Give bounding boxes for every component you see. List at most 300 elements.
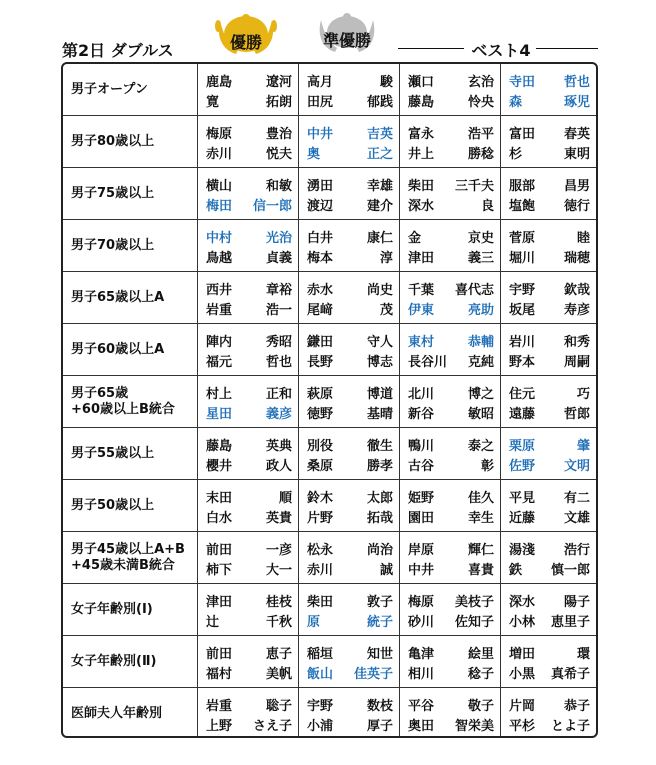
table-row [63,64,596,116]
best4-pair [501,324,596,375]
player-given-name: 睦 [576,231,590,246]
player-surname: 徳野 [307,407,334,422]
player-given-name: 悦夫 [265,147,292,162]
best4-pair [400,428,501,479]
player-given-name: 豊治 [265,127,292,142]
best4-pair [501,220,596,271]
player-surname: 寺田 [509,75,536,90]
player-given-name: 博道 [366,387,393,402]
player-name [307,383,393,401]
champion-pair [198,428,299,479]
player-surname: 村上 [206,387,233,402]
player-name [307,351,393,369]
player-surname: 藤島 [206,439,233,454]
player-given-name: 輝仁 [467,543,494,558]
table-row [63,168,596,220]
event-name: 男子45歳以上A+B +45歳未満B統合 [63,532,198,583]
player-given-name: 尚史 [366,283,393,298]
player-given-name: 喜貴 [467,563,494,578]
event-name: 男子80歳以上 [63,116,198,167]
player-name [206,663,292,681]
player-surname: 片野 [307,511,334,526]
table-row [63,324,596,376]
results-table [61,62,598,738]
best4-pair [400,272,501,323]
player-given-name: 浩平 [467,127,494,142]
player-name [408,143,494,161]
player-given-name: 茂 [379,303,393,318]
player-surname: 富永 [408,127,435,142]
best4-heading [398,38,598,58]
player-name [408,195,494,213]
player-surname: 中井 [307,127,334,142]
player-surname: 奥田 [408,719,435,734]
player-name [307,559,393,577]
player-given-name: 彰 [480,459,494,474]
player-given-name: 建介 [366,199,393,214]
player-surname: 桑原 [307,459,334,474]
player-surname: 前田 [206,647,233,662]
player-name [408,507,494,525]
player-name [307,279,393,297]
player-given-name: 哲也 [265,355,292,370]
table-row [63,220,596,272]
player-given-name: 統子 [366,615,393,630]
champion-pair [198,376,299,427]
player-given-name: 絵里 [467,647,494,662]
best4-pair [501,584,596,635]
event-name: 女子年齢別(Ⅱ) [63,636,198,687]
player-given-name: 泰之 [467,439,494,454]
event-name: 医師夫人年齢別 [63,688,198,738]
player-name [408,383,494,401]
best4-pair [501,428,596,479]
player-name [307,123,393,141]
player-name [509,591,590,609]
player-name [206,331,292,349]
player-surname: 高月 [307,75,334,90]
champion-pair [198,636,299,687]
player-name [509,663,590,681]
player-name [307,591,393,609]
event-name: 男子50歳以上 [63,480,198,531]
player-given-name: 浩行 [563,543,590,558]
player-given-name: 徹生 [366,439,393,454]
player-given-name: 駿 [379,75,393,90]
player-name [206,175,292,193]
event-name: 男子55歳以上 [63,428,198,479]
player-surname: 園田 [408,511,435,526]
player-surname: 増田 [509,647,536,662]
player-surname: 鉄 [509,563,523,578]
player-surname: 小浦 [307,719,334,734]
runner-up-pair [299,480,400,531]
event-name: 男子60歳以上A [63,324,198,375]
champion-pair [198,532,299,583]
best4-label: ベスト4 [471,41,531,60]
runner-up-pair [299,116,400,167]
player-name [206,195,292,213]
player-name [408,403,494,421]
player-given-name: 厚子 [366,719,393,734]
player-surname: 渡辺 [307,199,334,214]
champion-pair [198,688,299,738]
player-name [206,559,292,577]
player-name [206,695,292,713]
runner-up-pair [299,636,400,687]
player-surname: 梅原 [408,595,435,610]
player-given-name: 徳行 [563,199,590,214]
player-name [408,591,494,609]
player-surname: 杉 [509,147,523,162]
player-given-name: 博之 [467,387,494,402]
player-surname: 赤川 [307,563,334,578]
player-surname: 古谷 [408,459,435,474]
runner-up-pair [299,428,400,479]
player-given-name: 智栄美 [454,719,494,734]
champion-pair [198,116,299,167]
player-surname: 平谷 [408,699,435,714]
best4-pair [400,220,501,271]
player-surname: 千葉 [408,283,435,298]
player-name [307,643,393,661]
player-surname: 萩原 [307,387,334,402]
player-surname: 服部 [509,179,536,194]
player-name [509,143,590,161]
player-name [408,175,494,193]
event-name: 男子65歳 +60歳以上B統合 [63,376,198,427]
player-given-name: 勝孝 [366,459,393,474]
player-given-name: 亮助 [467,303,494,318]
player-surname: 片岡 [509,699,536,714]
player-name [408,299,494,317]
player-surname: 野本 [509,355,536,370]
table-row [63,376,596,428]
player-surname: 星田 [206,407,233,422]
player-given-name: 東明 [563,147,590,162]
player-name [307,143,393,161]
player-given-name: 浩一 [265,303,292,318]
player-surname: 井上 [408,147,435,162]
player-given-name: 郁践 [366,95,393,110]
player-surname: 亀津 [408,647,435,662]
player-surname: 佐野 [509,459,536,474]
champion-badge [206,10,286,58]
player-surname: 鹿島 [206,75,233,90]
player-given-name: 拓哉 [366,511,393,526]
player-given-name: 周嗣 [563,355,590,370]
runner-up-pair [299,220,400,271]
player-name [408,435,494,453]
player-given-name: 肇 [576,439,590,454]
player-surname: 坂尾 [509,303,536,318]
player-surname: 相川 [408,667,435,682]
player-given-name: 春英 [563,127,590,142]
player-name [307,403,393,421]
player-surname: 平見 [509,491,536,506]
player-name [509,227,590,245]
player-surname: 中井 [408,563,435,578]
player-given-name: 良 [480,199,494,214]
player-name [408,279,494,297]
player-name [509,71,590,89]
player-name [206,123,292,141]
player-given-name: 守人 [366,335,393,350]
player-surname: 白井 [307,231,334,246]
player-surname: 長野 [307,355,334,370]
player-surname: 菅原 [509,231,536,246]
player-surname: 平杉 [509,719,536,734]
player-name [307,195,393,213]
player-given-name: 尚治 [366,543,393,558]
player-surname: 鎌田 [307,335,334,350]
player-given-name: 吉英 [366,127,393,142]
player-surname: 宇野 [509,283,536,298]
player-name [307,715,393,733]
player-name [206,247,292,265]
player-name [408,247,494,265]
player-given-name: 和敏 [265,179,292,194]
player-name [509,195,590,213]
best4-pair [400,376,501,427]
player-name [408,487,494,505]
player-name [206,643,292,661]
player-name [206,143,292,161]
champion-pair [198,324,299,375]
player-surname: 寛 [206,95,220,110]
best4-rule-left [398,48,464,49]
player-surname: 中村 [206,231,233,246]
player-given-name: 佐知子 [454,615,494,630]
player-given-name: 知世 [366,647,393,662]
player-name [509,455,590,473]
player-given-name: とよ子 [550,719,590,734]
champion-pair [198,168,299,219]
best4-pair [501,376,596,427]
player-name [206,715,292,733]
player-name [307,435,393,453]
player-name [307,91,393,109]
player-name [307,175,393,193]
best4-pair [400,480,501,531]
player-surname: 別役 [307,439,334,454]
player-name [408,351,494,369]
best4-pair [501,636,596,687]
player-given-name: 遼河 [265,75,292,90]
best4-pair [501,116,596,167]
best4-pair [501,688,596,738]
player-name [307,611,393,629]
champion-pair [198,220,299,271]
table-row [63,636,596,688]
player-surname: 姫野 [408,491,435,506]
player-given-name: 基晴 [366,407,393,422]
player-given-name: 政人 [265,459,292,474]
player-given-name: 佳英子 [353,667,393,682]
player-surname: 末田 [206,491,233,506]
runner-up-pair [299,168,400,219]
event-name: 男子オープン [63,64,198,115]
player-surname: 田尻 [307,95,334,110]
player-surname: 藤島 [408,95,435,110]
player-surname: 東村 [408,335,435,350]
player-surname: 飯山 [307,667,334,682]
player-given-name: 喜代志 [454,283,494,298]
player-given-name: 英貴 [265,511,292,526]
player-name [206,507,292,525]
player-surname: 湧田 [307,179,334,194]
player-name [509,403,590,421]
player-given-name: 義彦 [265,407,292,422]
player-given-name: 寿彦 [563,303,590,318]
player-given-name: 美帆 [265,667,292,682]
player-given-name: 和秀 [563,335,590,350]
player-name [206,299,292,317]
player-surname: 西井 [206,283,233,298]
player-surname: 瀬口 [408,75,435,90]
player-given-name: 幸雄 [366,179,393,194]
player-name [307,455,393,473]
player-name [509,695,590,713]
player-name [206,455,292,473]
player-name [509,715,590,733]
player-name [509,175,590,193]
player-name [206,91,292,109]
player-name [408,71,494,89]
player-surname: 津田 [206,595,233,610]
player-name [408,559,494,577]
player-name [206,351,292,369]
player-surname: 深水 [408,199,435,214]
player-name [509,611,590,629]
player-given-name: 環 [576,647,590,662]
table-row [63,116,596,168]
player-surname: 福元 [206,355,233,370]
runner-up-pair [299,324,400,375]
player-name [408,539,494,557]
player-given-name: 陽子 [563,595,590,610]
player-name [206,539,292,557]
best4-rule-right [536,48,598,49]
player-name [408,715,494,733]
player-name [307,507,393,525]
player-name [509,559,590,577]
player-name [206,591,292,609]
runner-up-badge [307,10,387,58]
best4-pair [400,116,501,167]
player-name [509,383,590,401]
player-given-name: 正之 [366,147,393,162]
player-given-name: 聡子 [265,699,292,714]
player-name [509,351,590,369]
player-given-name: 敦子 [366,595,393,610]
champion-pair [198,272,299,323]
player-given-name: 英典 [265,439,292,454]
player-name [509,299,590,317]
player-surname: 原 [307,615,321,630]
player-name [206,611,292,629]
player-given-name: 拓朗 [265,95,292,110]
best4-pair [501,168,596,219]
player-name [307,227,393,245]
best4-pair [501,272,596,323]
player-surname: 近藤 [509,511,536,526]
event-name: 男子75歳以上 [63,168,198,219]
table-row [63,532,596,584]
player-name [408,611,494,629]
player-surname: 鳥越 [206,251,233,266]
player-surname: 小黒 [509,667,536,682]
player-given-name: 哲也 [563,75,590,90]
player-name [206,227,292,245]
champion-pair [198,480,299,531]
player-given-name: 克純 [467,355,494,370]
player-name [408,695,494,713]
player-name [408,455,494,473]
player-surname: 陣内 [206,335,233,350]
player-name [307,247,393,265]
player-name [206,487,292,505]
player-name [307,487,393,505]
runner-up-label: 準優勝 [322,31,371,50]
player-given-name: 一彦 [265,543,292,558]
player-surname: 岩重 [206,303,233,318]
table-row [63,584,596,636]
player-given-name: 哲郎 [563,407,590,422]
player-given-name: 勝稔 [467,147,494,162]
player-surname: 梅田 [206,199,233,214]
player-given-name: 慎一郎 [550,563,590,578]
player-given-name: 順 [278,491,292,506]
player-name [307,539,393,557]
player-given-name: 稔子 [467,667,494,682]
player-surname: 津田 [408,251,435,266]
player-surname: 鴨川 [408,439,435,454]
player-given-name: 京史 [467,231,494,246]
player-surname: 遠藤 [509,407,536,422]
player-surname: 上野 [206,719,233,734]
player-surname: 長谷川 [408,355,448,370]
player-surname: 森 [509,95,523,110]
event-name: 女子年齢別(Ⅰ) [63,584,198,635]
event-name: 男子65歳以上A [63,272,198,323]
player-surname: 富田 [509,127,536,142]
player-given-name: 義三 [467,251,494,266]
player-given-name: さえ子 [252,719,292,734]
player-given-name: 秀昭 [265,335,292,350]
champion-pair [198,584,299,635]
best4-pair [400,688,501,738]
player-given-name: 光治 [265,231,292,246]
player-name [509,331,590,349]
player-surname: 稲垣 [307,647,334,662]
player-name [408,331,494,349]
best4-pair [400,324,501,375]
player-name [206,71,292,89]
player-given-name: 太郎 [366,491,393,506]
player-given-name: 貞義 [265,251,292,266]
player-given-name: 章裕 [265,283,292,298]
best4-pair [400,532,501,583]
player-given-name: 敬子 [467,699,494,714]
runner-up-pair [299,376,400,427]
player-surname: 宇野 [307,699,334,714]
player-surname: 櫻井 [206,459,233,474]
player-given-name: 恵子 [265,647,292,662]
player-given-name: 幸生 [467,511,494,526]
player-surname: 砂川 [408,615,435,630]
player-surname: 新谷 [408,407,435,422]
